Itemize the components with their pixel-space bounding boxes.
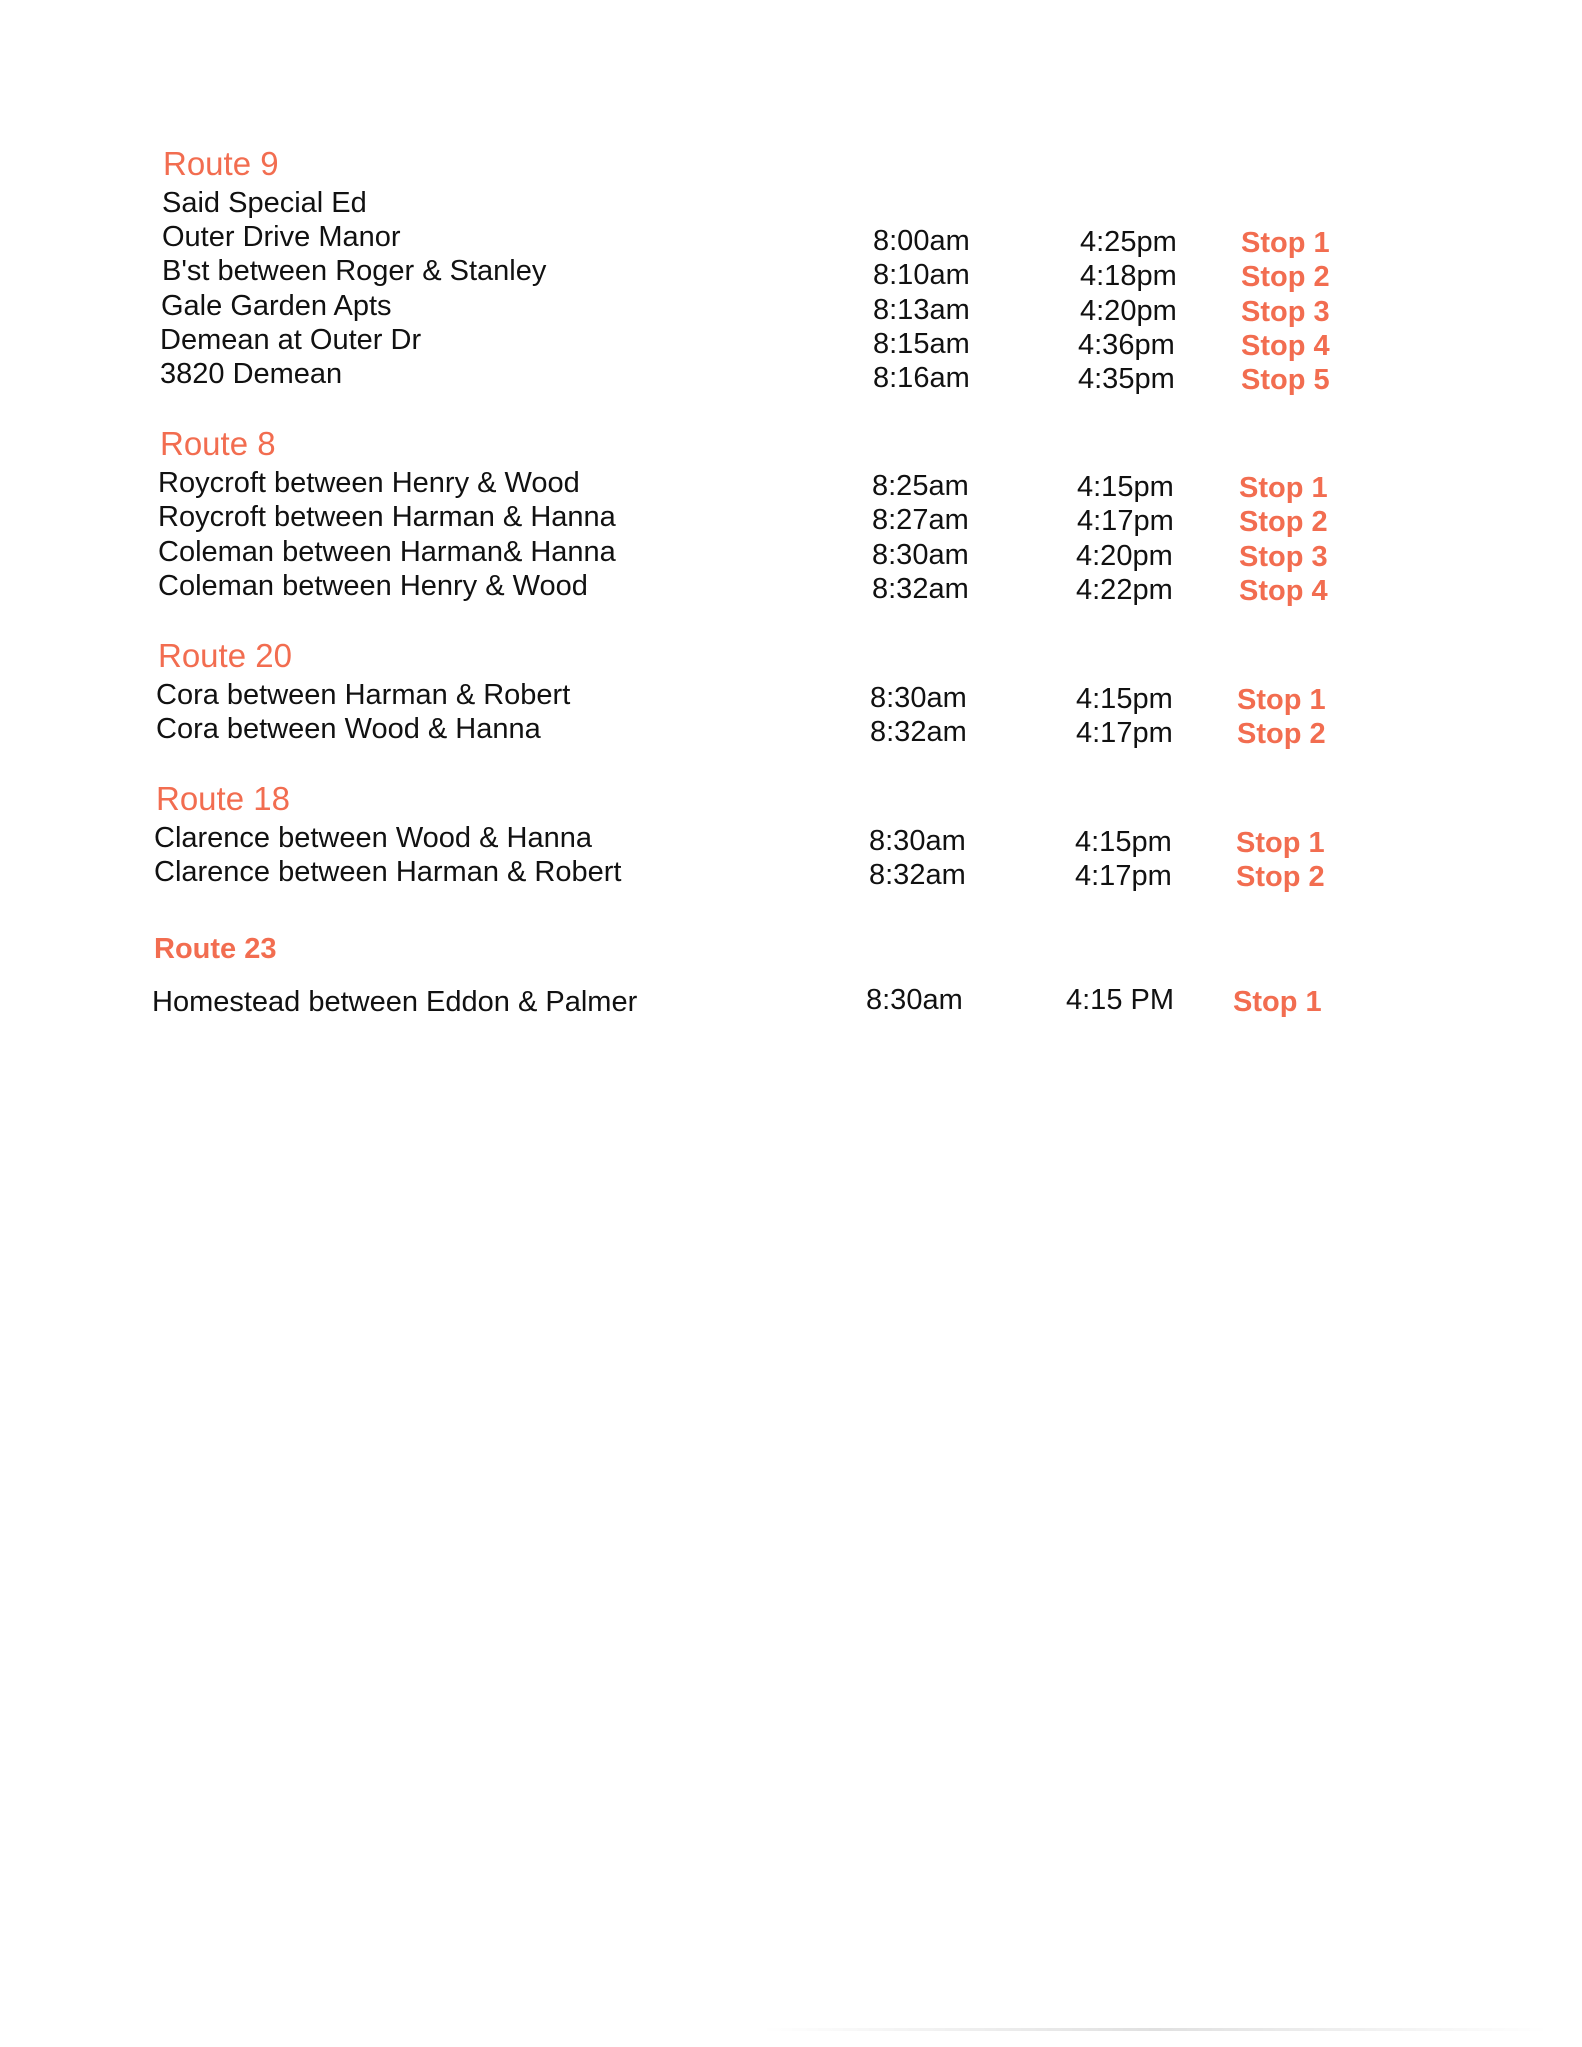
stop-label: Stop 2: [1237, 718, 1326, 750]
table-row: [0, 536, 1582, 573]
stop-pm-time: 4:25pm: [1080, 226, 1177, 258]
table-row: [0, 467, 1582, 504]
stop-location: Roycroft between Harman & Hanna: [158, 501, 616, 533]
stop-am-time: 8:30am: [866, 984, 963, 1016]
table-row: [0, 221, 1582, 259]
stop-label: Stop 2: [1239, 506, 1328, 538]
table-row: [0, 570, 1582, 607]
stop-am-time: 8:16am: [873, 362, 970, 394]
stop-pm-time: 4:35pm: [1078, 363, 1175, 395]
stop-label: Stop 4: [1239, 575, 1328, 607]
table-row: [0, 856, 1582, 893]
stop-location: Coleman between Henry & Wood: [158, 570, 588, 602]
stop-am-time: 8:32am: [869, 859, 966, 891]
table-row: [0, 501, 1582, 538]
stop-label: Stop 1: [1241, 227, 1330, 259]
stop-location: Clarence between Harman & Robert: [154, 856, 622, 888]
route-title: Route 23: [154, 933, 277, 965]
stop-pm-time: 4:15pm: [1076, 683, 1173, 715]
route-title: Route 8: [160, 425, 276, 462]
stop-pm-time: 4:20pm: [1080, 295, 1177, 327]
stop-location: Homestead between Eddon & Palmer: [152, 986, 638, 1018]
stop-pm-time: 4:22pm: [1076, 574, 1173, 606]
stop-label: Stop 1: [1236, 827, 1325, 859]
stop-pm-time: 4:15pm: [1075, 826, 1172, 858]
stop-location: Coleman between Harman& Hanna: [158, 536, 616, 568]
table-row: [0, 290, 1582, 328]
stop-am-time: 8:32am: [870, 716, 967, 748]
stop-pm-time: 4:15pm: [1077, 471, 1174, 503]
route-title: Route 20: [158, 637, 292, 674]
stop-label: Stop 1: [1237, 684, 1326, 716]
stop-location: Outer Drive Manor: [162, 221, 401, 253]
stop-label: Stop 1: [1239, 472, 1328, 504]
table-row: [0, 255, 1582, 293]
stop-am-time: 8:25am: [872, 470, 969, 502]
stop-location: Demean at Outer Dr: [160, 324, 422, 356]
stop-am-time: 8:30am: [869, 825, 966, 857]
stop-am-time: 8:00am: [873, 225, 970, 257]
stop-pm-time: 4:20pm: [1076, 540, 1173, 572]
stop-label: Stop 1: [1233, 986, 1322, 1018]
stop-am-time: 8:30am: [872, 539, 969, 571]
stop-label: Stop 2: [1236, 861, 1325, 893]
table-row: [0, 324, 1582, 362]
table-row: [0, 986, 1582, 1020]
table-row: [0, 713, 1582, 750]
stop-location: Gale Garden Apts: [161, 290, 392, 322]
table-row: [0, 358, 1582, 396]
stop-pm-time: 4:36pm: [1078, 329, 1175, 361]
stop-am-time: 8:13am: [873, 294, 970, 326]
table-row: [0, 822, 1582, 859]
stop-location: Cora between Wood & Hanna: [156, 713, 541, 745]
stop-label: Stop 3: [1239, 541, 1328, 573]
route-title: Route 9: [163, 145, 279, 182]
stop-location: Clarence between Wood & Hanna: [154, 822, 592, 854]
stop-pm-time: 4:17pm: [1076, 717, 1173, 749]
stop-label: Stop 3: [1241, 296, 1330, 328]
stop-am-time: 8:32am: [872, 573, 969, 605]
stop-label: Stop 5: [1241, 364, 1330, 396]
stop-am-time: 8:30am: [870, 682, 967, 714]
stop-am-time: 8:15am: [873, 328, 970, 360]
table-row: [0, 679, 1582, 716]
route-extra-line: Said Special Ed: [162, 187, 367, 219]
stop-label: Stop 4: [1241, 330, 1330, 362]
stop-pm-time: 4:15 PM: [1066, 984, 1174, 1016]
stop-location: B'st between Roger & Stanley: [162, 255, 547, 287]
stop-location: Cora between Harman & Robert: [156, 679, 571, 711]
stop-pm-time: 4:17pm: [1075, 860, 1172, 892]
stop-location: 3820 Demean: [160, 358, 343, 390]
stop-pm-time: 4:17pm: [1077, 505, 1174, 537]
route-title: Route 18: [156, 780, 290, 817]
stop-location: Roycroft between Henry & Wood: [158, 467, 580, 499]
stop-am-time: 8:10am: [873, 259, 970, 291]
page-edge-shadow: [760, 2028, 1550, 2031]
stop-am-time: 8:27am: [872, 504, 969, 536]
stop-pm-time: 4:18pm: [1080, 260, 1177, 292]
stop-label: Stop 2: [1241, 261, 1330, 293]
